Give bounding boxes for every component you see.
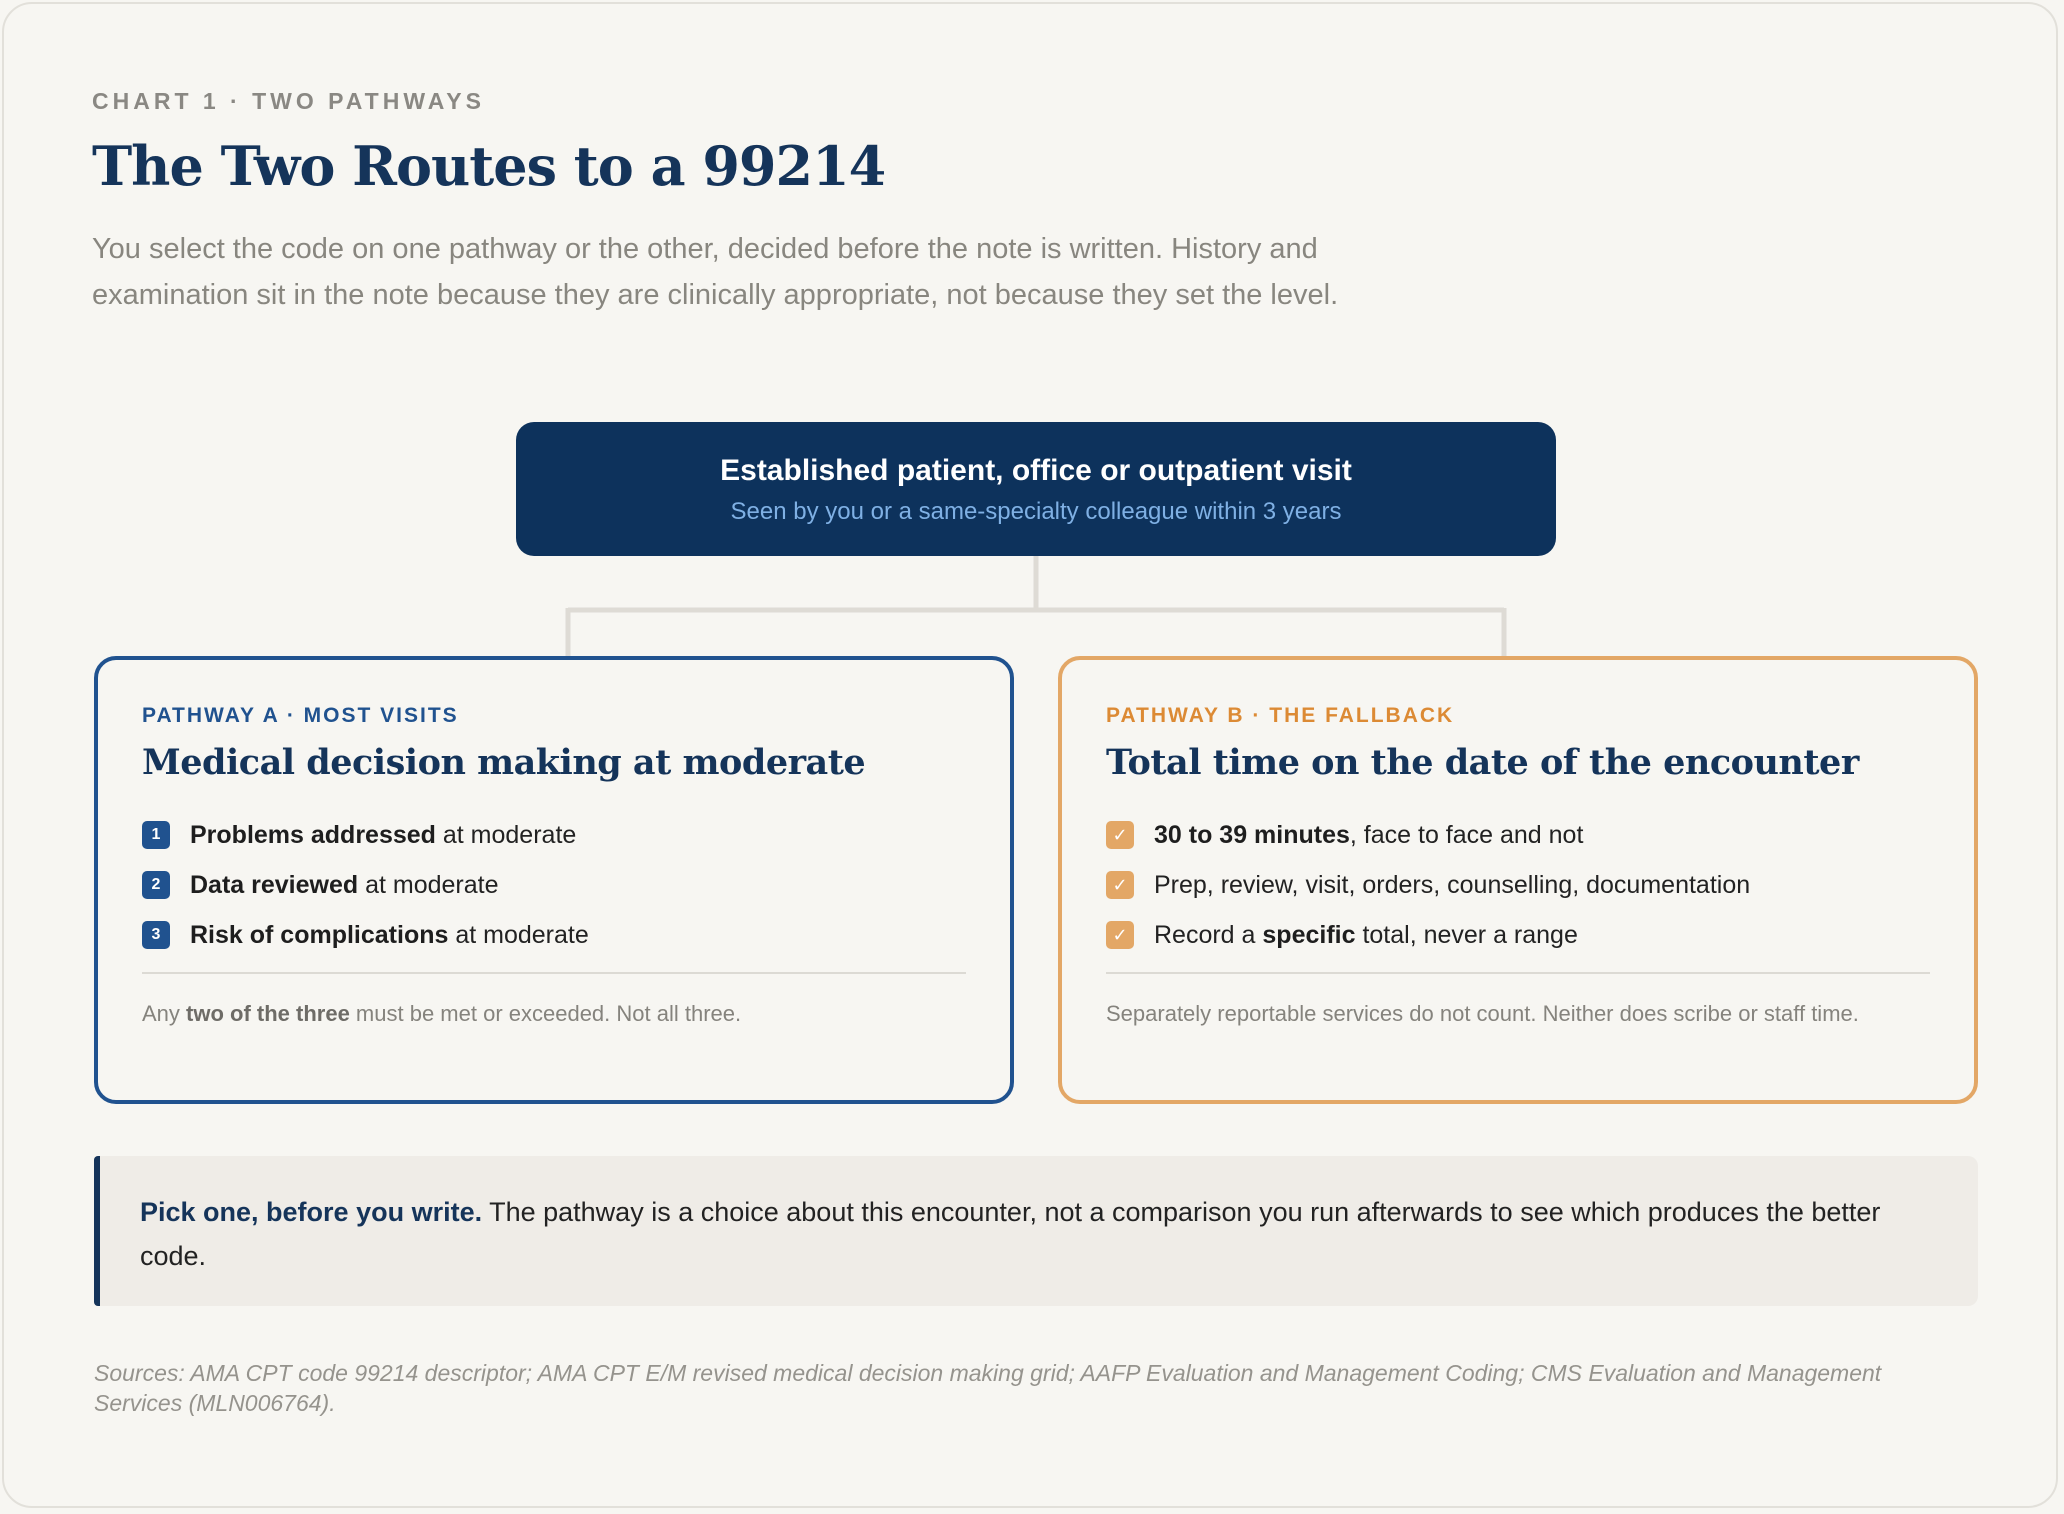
checkmark-icon: ✓ [1106, 921, 1134, 949]
pathway-b-panel [1058, 656, 1978, 1104]
note-bold: two of the three [186, 1001, 350, 1026]
criterion-bold: 30 to 39 minutes [1154, 820, 1350, 849]
note-text: Any [142, 1001, 187, 1026]
number-badge-icon: 1 [142, 821, 170, 849]
criterion-text: at moderate [435, 820, 577, 849]
pathway-b-note: Separately reportable services do not count. Neither does scribe or staff time. [1106, 1001, 1859, 1026]
sources-footnote: Sources: AMA CPT code 99214 descriptor; AMA CPT E/M revised medical decision making grid; AAFP Evaluation and Management Coding; CMS Evaluation and Management Services (MLN006764). [94, 1360, 1882, 1416]
criterion-item [142, 810, 589, 860]
criterion-item [142, 910, 589, 960]
callout-rest: The pathway is a choice about this encounter, not a comparison you run afterwards to see which produces the better code. [140, 1197, 1888, 1271]
chart-lede: You select the code on one pathway or the other, decided before the note is written. History and examination sit in the note because they are clinically appropriate, not because they set the level. [92, 233, 1339, 311]
criterion-text: , face to face and not [1349, 820, 1584, 849]
criterion-text: at moderate [448, 920, 589, 949]
pathway-a-panel [94, 656, 1014, 1104]
pathway-a-criteria [142, 810, 589, 960]
root-node-title: Established patient, office or outpatient visit [720, 454, 1352, 487]
criterion-text: Record a [1154, 920, 1263, 949]
root-node [516, 422, 1556, 556]
criterion-text: at moderate [358, 870, 499, 899]
note-text: must be met or exceeded. Not all three. [349, 1001, 742, 1026]
callout-bold: Pick one, before you write. [140, 1197, 483, 1227]
criterion-bold: specific [1262, 920, 1356, 949]
criterion-item [1106, 860, 1750, 910]
callout-text [140, 1190, 1938, 1278]
root-node-subtitle: Seen by you or a same-specialty colleague within 3 years [730, 498, 1342, 525]
criterion-item [1106, 910, 1750, 960]
pathway-a-note [142, 998, 966, 1030]
pathway-a-eyebrow: PATHWAY A · MOST VISITS [142, 704, 459, 727]
number-badge-icon: 2 [142, 871, 170, 899]
callout-box [94, 1156, 1978, 1306]
pathway-b-criteria [1106, 810, 1750, 960]
chart-eyebrow: CHART 1 · TWO PATHWAYS [92, 88, 485, 114]
pathway-a-title: Medical decision making at moderate [142, 742, 866, 783]
pathway-b-title: Total time on the date of the encounter [1106, 742, 1859, 783]
criterion-bold: Data reviewed [190, 870, 359, 899]
criterion-text: total, never a range [1355, 920, 1578, 949]
criterion-item [142, 860, 589, 910]
criterion-bold: Risk of complications [190, 920, 449, 949]
checkmark-icon: ✓ [1106, 821, 1134, 849]
pathway-b-divider [1106, 972, 1930, 974]
chart-card [2, 2, 2058, 1508]
criterion-text: Prep, review, visit, orders, counselling, documentation [1154, 870, 1751, 899]
pathway-a-divider [142, 972, 966, 974]
chart-title: The Two Routes to a 99214 [92, 134, 886, 198]
number-badge-icon: 3 [142, 921, 170, 949]
pathway-b-eyebrow: PATHWAY B · THE FALLBACK [1106, 704, 1455, 727]
criterion-item [1106, 810, 1750, 860]
criterion-bold: Problems addressed [190, 820, 436, 849]
checkmark-icon: ✓ [1106, 871, 1134, 899]
